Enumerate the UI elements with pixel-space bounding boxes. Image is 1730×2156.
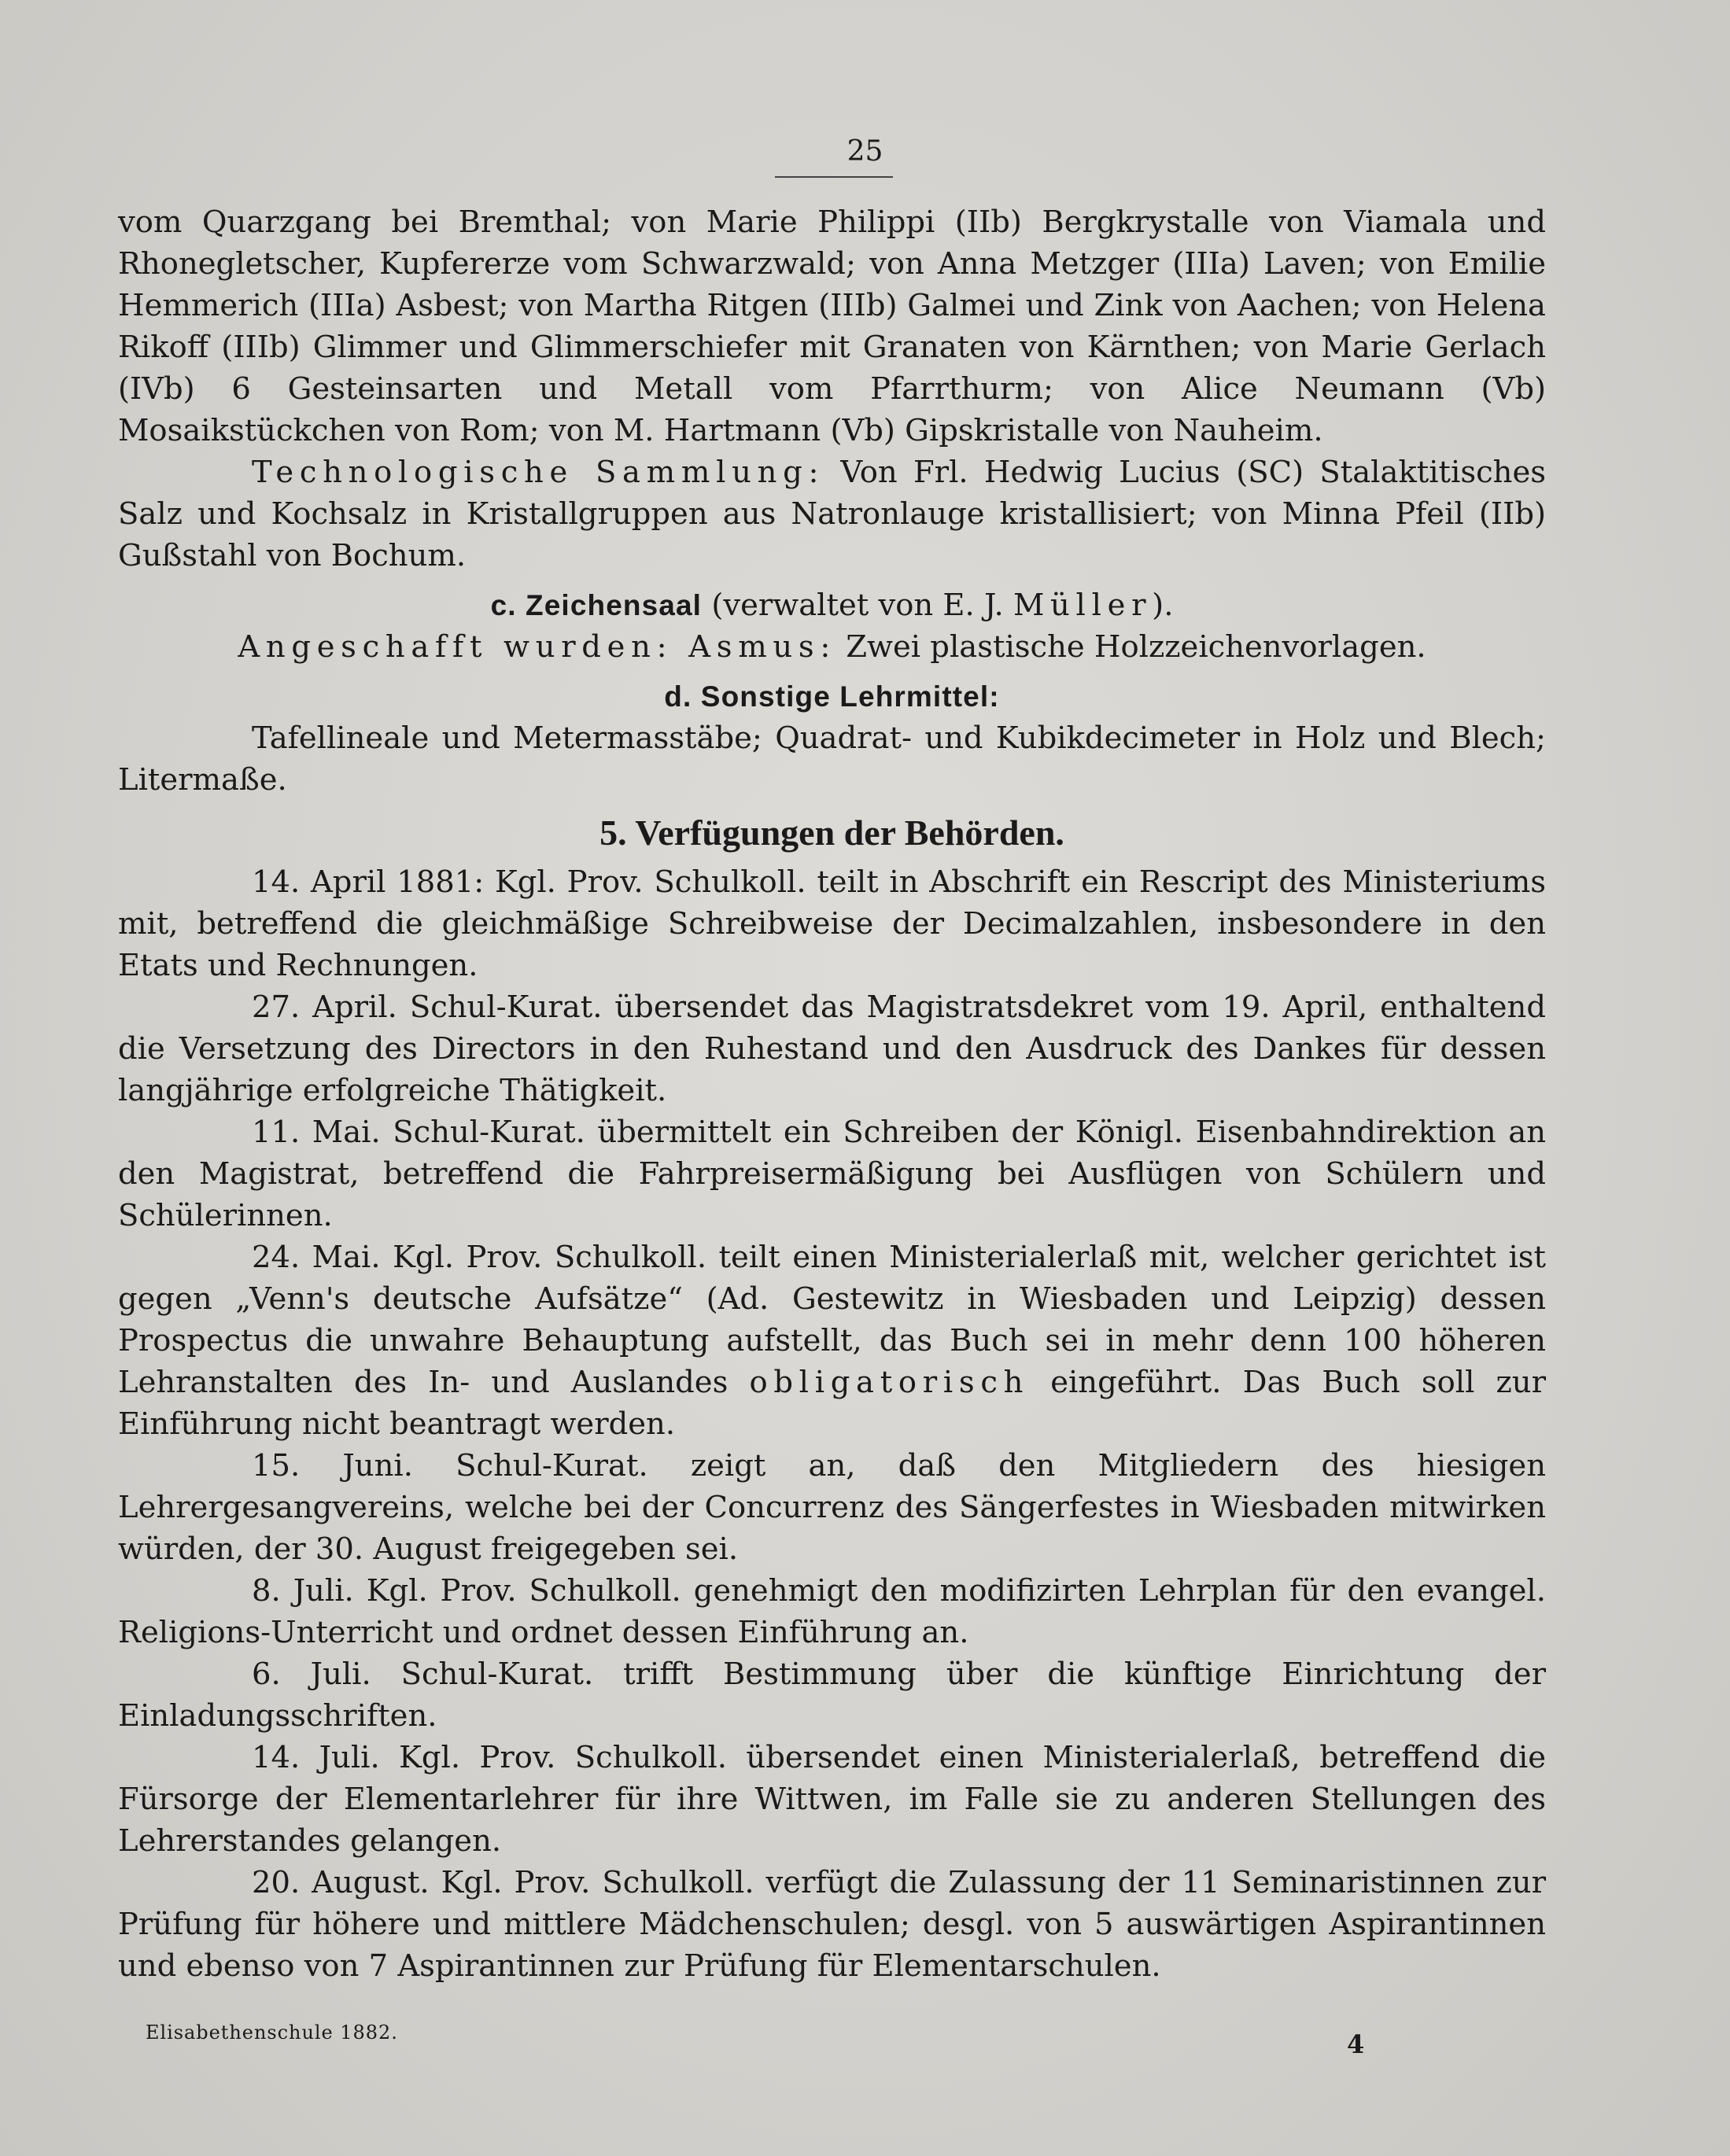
- acquisitions-label: Angeschafft wurden: Asmus:: [238, 629, 837, 665]
- decree-entry: 14. April 1881: Kgl. Prov. Schulkoll. teilt in Abschrift ein Rescript des Ministeriums mit, betreffend die gleichmäßige Schreibweise der Decimalzahlen, insbesondere in den Etats und Rechnungen.: [118, 864, 1546, 983]
- decree-entry: 14. Juli. Kgl. Prov. Schulkoll. übersendet einen Ministerialerlaß, betreffend die Fürsorge der Elementarlehrer für ihre Wittwen, im Falle sie zu anderen Stellungen des Lehrerstandes gelangen.: [118, 1740, 1546, 1859]
- decree-entry-text: 24. Mai. Kgl. Prov. Schulkoll. teilt einen Ministerialerlaß mit, welcher gerichtet ist gegen „Venn's deutsche Aufsätze“ (Ad. Gestewitz in Wiesbaden und Leipzig) dessen Prospectus die unwahre Behauptung aufstellt, das Buch sei in mehr denn 100 höheren Lehranstalten des In- und Auslandes: [118, 1240, 1546, 1400]
- decree-entry: 20. August. Kgl. Prov. Schulkoll. verfügt die Zulassung der 11 Seminaristinnen zur Prüfung für höhere und mittlere Mädchenschulen; desgl. von 5 auswärtigen Aspirantinnen und ebenso von 7 Aspirantinnen zur Prüfung für Elementarschulen.: [118, 1865, 1546, 1984]
- acquisitions-text: Zwei plastische Holzzeichenvorlagen.: [836, 629, 1426, 665]
- paragraph-acquisitions: [118, 626, 1546, 668]
- paragraph-mineral-donations: vom Quarzgang bei Bremthal; von Marie Philippi (IIb) Bergkrystalle von Viamala und Rhonegletscher, Kupfererze vom Schwarzwald; von Anna Metzger (IIIa) Laven; von Emilie Hemmerich (IIIa) Asbest; von Martha Ritgen (IIIb) Galmei und Zink von Aachen; von Helena Rikoff (IIIb) Glimmer und Glimmerschiefer mit Granaten von Kärnthen; von Marie Gerlach (IVb) 6 Gesteinsarten und Metall vom Pfarrthurm; von Alice Neumann (Vb) Mosaikstückchen von Rom; von M. Hartmann (Vb) Gipskristalle von Nauheim.: [118, 205, 1546, 448]
- paragraph-technological-collection: [118, 451, 1546, 577]
- section-d-title: d. Sonstige Lehrmittel:: [664, 680, 1000, 713]
- section-c-title: c. Zeichensaal: [490, 589, 703, 621]
- technological-collection-label: Technologische Sammlung:: [252, 455, 825, 490]
- decree-entry: 11. Mai. Schul-Kurat. übermittelt ein Schreiben der Königl. Eisenbahndirektion an den Magistrat, betreffend die Fahrpreisermäßigung bei Ausflügen von Schülern und Schülerinnen.: [118, 1115, 1546, 1233]
- paragraph-teaching-aids: Tafellineale und Metermasstäbe; Quadrat- und Kubikdecimeter in Holz und Blech; Litermaße.: [118, 721, 1546, 798]
- decree-entry: [118, 1236, 1546, 1445]
- section-5-heading: 5. Verfügungen der Behörden.: [599, 813, 1064, 853]
- technological-collection-text: Von Frl. Hedwig Lucius (SC) Stalaktitisches Salz und Kochsalz in Kristallgruppen aus Natronlauge kristallisiert; von Minna Pfeil (IIb) Gußstahl von Bochum.: [118, 455, 1547, 573]
- footer-signature: Elisabethenschule 1882.: [146, 2021, 398, 2044]
- section-c-admin-pre: (verwaltet von E. J.: [702, 588, 1013, 623]
- decree-entry: 15. Juni. Schul-Kurat. zeigt an, daß den Mitgliedern des hiesigen Lehrergesangvereins, welche bei der Concurrenz des Sängerfestes in Wiesbaden mitwirken würden, der 30. August freigegeben sei.: [118, 1448, 1546, 1567]
- section-c-admin-post: ).: [1152, 588, 1174, 623]
- section-c-admin-name: Müller: [1013, 588, 1153, 623]
- decree-entry-emphasis: obligatorisch: [749, 1365, 1030, 1400]
- page-number-rule: [775, 176, 893, 178]
- decree-entry-text: eingeführt. Das Buch soll zur Einführung nicht beantragt werden.: [118, 1365, 1546, 1442]
- section-d-heading: [118, 676, 1546, 717]
- decree-entry: 8. Juli. Kgl. Prov. Schulkoll. genehmigt den modifizirten Lehrplan für den evangel. Religions-Unterricht und ordnet dessen Einführung an.: [118, 1573, 1546, 1650]
- decree-entry: 27. April. Schul-Kurat. übersendet das Magistratsdekret vom 19. April, enthaltend die Versetzung des Directors in den Ruhestand und den Ausdruck des Dankes für dessen langjährige erfolgreiche Thätigkeit.: [118, 990, 1546, 1108]
- section-c-heading: [118, 584, 1546, 626]
- page-body: [118, 201, 1546, 1987]
- page-number: 25: [847, 135, 883, 168]
- sheet-number: 4: [1347, 2029, 1365, 2059]
- decree-entry: 6. Juli. Schul-Kurat. trifft Bestimmung über die künftige Einrichtung der Einladungsschriften.: [118, 1657, 1546, 1734]
